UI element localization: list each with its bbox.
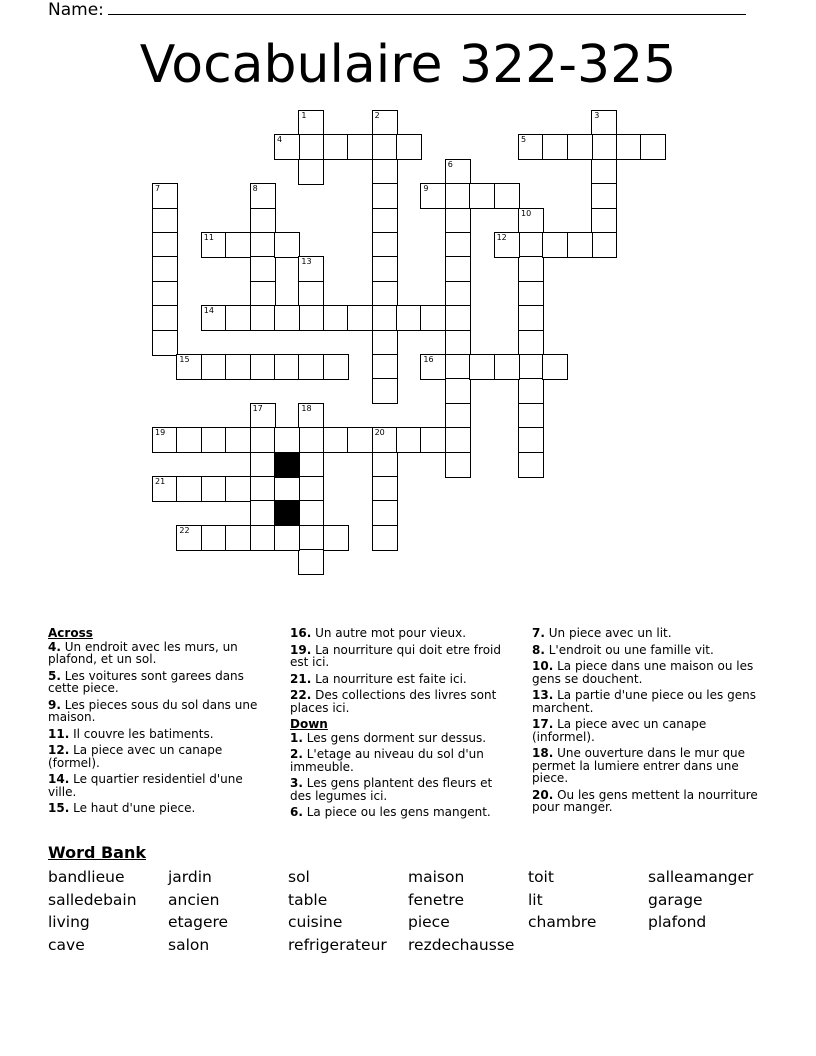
clue-across-9: 9. Les pieces sous du sol dans une maison. xyxy=(48,697,258,724)
crossword-cell[interactable] xyxy=(372,232,398,258)
crossword-cell[interactable] xyxy=(347,427,373,453)
crossword-cell[interactable] xyxy=(372,500,398,526)
clues-column-3 xyxy=(532,627,768,818)
clue-number: 15 xyxy=(179,355,190,364)
crossword-cell[interactable] xyxy=(250,281,276,307)
crossword-cell[interactable] xyxy=(445,208,471,234)
crossword-cell[interactable] xyxy=(372,452,398,478)
crossword-cell[interactable] xyxy=(152,208,178,234)
clue-number: 20 xyxy=(374,428,385,438)
crossword-cell[interactable] xyxy=(274,354,300,380)
crossword-cell[interactable] xyxy=(250,256,276,282)
crossword-cell[interactable] xyxy=(225,525,251,551)
clue-number: 7 xyxy=(155,184,161,194)
clue-down-6: 6. La piece ou les gens mangent. xyxy=(290,805,491,819)
crossword-cell[interactable] xyxy=(372,183,398,209)
clue-number: 11 xyxy=(203,233,214,242)
crossword-cell[interactable] xyxy=(298,159,324,185)
crossword-cell[interactable] xyxy=(176,476,202,502)
page-title: Vocabulaire 322-325 xyxy=(139,35,677,95)
crossword-cell[interactable] xyxy=(152,281,178,307)
crossword-cell[interactable] xyxy=(298,549,324,575)
crossword-cell[interactable] xyxy=(323,354,349,380)
word-bank-item: salledebain xyxy=(48,890,137,909)
word-bank-item: cuisine xyxy=(288,913,343,932)
crossword-cell[interactable] xyxy=(201,305,227,331)
crossword-cell[interactable] xyxy=(372,330,398,356)
word-bank-item: garage xyxy=(648,890,703,909)
crossword-cell[interactable] xyxy=(298,256,324,282)
crossword-cell[interactable] xyxy=(445,159,471,185)
crossword-cell[interactable] xyxy=(372,354,398,380)
clue-number: 4 xyxy=(277,135,283,145)
crossword-cell[interactable] xyxy=(298,403,324,429)
clue-across-22: 22. Des collections des livres sont places ici. xyxy=(290,688,497,715)
clue-number: 5 xyxy=(521,135,527,145)
clue-number: 8 xyxy=(252,184,258,194)
clue-down-17: 17. La piece avec un canape (informel). xyxy=(532,717,707,744)
crossword-cell[interactable] xyxy=(298,354,324,380)
crossword-cell[interactable] xyxy=(225,427,251,453)
clue-number: 1 xyxy=(301,111,307,120)
clue-number: 12 xyxy=(496,233,507,242)
crossword-cell[interactable] xyxy=(347,134,373,160)
crossword-cell[interactable] xyxy=(323,134,349,160)
crossword-cell[interactable] xyxy=(445,256,471,282)
crossword-cell[interactable] xyxy=(372,427,398,453)
crossword-cell[interactable] xyxy=(323,305,349,331)
crossword-cell[interactable] xyxy=(372,476,398,502)
crossword-cell[interactable] xyxy=(445,330,471,356)
crossword-cell[interactable] xyxy=(518,354,544,380)
crossword-cell[interactable] xyxy=(152,305,178,331)
crossword-cell[interactable] xyxy=(445,427,471,453)
crossword-cell[interactable] xyxy=(372,378,398,404)
clue-number: 18 xyxy=(301,403,312,413)
word-bank-item: lit xyxy=(528,890,543,909)
crossword-cell[interactable] xyxy=(250,500,276,526)
crossword-cell[interactable] xyxy=(542,354,568,380)
word-bank-item: fenetre xyxy=(408,890,464,909)
clue-across-21: 21. La nourriture est faite ici. xyxy=(290,671,467,686)
crossword-cell[interactable] xyxy=(372,305,398,331)
crossword-cell[interactable] xyxy=(298,134,324,160)
crossword-cell[interactable] xyxy=(201,232,227,258)
crossword-cell[interactable] xyxy=(469,183,495,209)
clue-down-8: 8. L'endroit ou une famille vit. xyxy=(532,642,714,657)
crossword-cell[interactable] xyxy=(494,354,520,380)
crossword-cell[interactable] xyxy=(396,427,422,453)
clue-across-4: 4. Un endroit avec les murs, un plafond, et un sol. xyxy=(48,639,238,666)
crossword-cell[interactable] xyxy=(250,232,276,258)
crossword-cell[interactable] xyxy=(591,134,617,160)
crossword-cell[interactable] xyxy=(298,110,324,136)
crossword-cell[interactable] xyxy=(372,208,398,234)
crossword-cell[interactable] xyxy=(420,427,446,453)
clue-across-12: 12. La piece avec un canape (formel). xyxy=(48,743,223,770)
word-bank-item: piece xyxy=(408,913,450,932)
black-square xyxy=(274,452,300,478)
crossword-cell[interactable] xyxy=(274,305,300,331)
clue-number: 17 xyxy=(252,403,263,413)
word-bank-item: salon xyxy=(168,936,210,955)
crossword-cell[interactable] xyxy=(518,403,544,429)
clue-down-7: 7. Un piece avec un lit. xyxy=(532,626,672,640)
name-label: Name: xyxy=(48,0,104,20)
crossword-cell[interactable] xyxy=(494,232,520,258)
across-heading: Across xyxy=(48,626,93,640)
crossword-cell[interactable] xyxy=(225,476,251,502)
word-bank-item: rezdechausse xyxy=(408,936,515,955)
crossword-cell[interactable] xyxy=(372,159,398,185)
crossword-cell[interactable] xyxy=(201,354,227,380)
crossword-cell[interactable] xyxy=(445,281,471,307)
word-bank-item: chambre xyxy=(528,913,597,932)
word-bank-item: jardin xyxy=(168,868,212,886)
clue-down-2: 2. L'etage au niveau du sol d'un immeuble. xyxy=(290,747,484,774)
clue-number: 3 xyxy=(594,111,600,120)
crossword-cell[interactable] xyxy=(518,232,544,258)
crossword-cell[interactable] xyxy=(445,354,471,380)
word-bank-item: cave xyxy=(48,936,85,955)
crossword-cell[interactable] xyxy=(225,305,251,331)
crossword-cell[interactable] xyxy=(445,378,471,404)
word-bank-item: ancien xyxy=(168,890,220,909)
clue-across-11: 11. Il couvre les batiments. xyxy=(48,726,214,741)
crossword-cell[interactable] xyxy=(372,281,398,307)
crossword-cell[interactable] xyxy=(372,134,398,160)
clue-down-18: 18. Une ouverture dans le mur que permet la lumiere entrer dans une piece. xyxy=(532,746,746,785)
crossword-cell[interactable] xyxy=(250,208,276,234)
crossword-cell[interactable] xyxy=(420,305,446,331)
crossword-cell[interactable] xyxy=(323,525,349,551)
crossword-cell[interactable] xyxy=(591,183,617,209)
crossword-cell[interactable] xyxy=(518,305,544,331)
crossword-cell[interactable] xyxy=(445,232,471,258)
crossword-cell[interactable] xyxy=(396,305,422,331)
clue-across-5: 5. Les voitures sont garees dans cette piece. xyxy=(48,668,244,695)
crossword-cell[interactable] xyxy=(250,427,276,453)
black-square xyxy=(274,500,300,526)
crossword-cell[interactable] xyxy=(298,427,324,453)
word-bank-item: table xyxy=(288,890,328,909)
clue-number: 16 xyxy=(423,355,434,364)
crossword-cell[interactable] xyxy=(518,452,544,478)
crossword-cell[interactable] xyxy=(445,452,471,478)
crossword-cell[interactable] xyxy=(176,427,202,453)
crossword-cell[interactable] xyxy=(250,476,276,502)
crossword-cell[interactable] xyxy=(567,134,593,160)
word-bank-item: living xyxy=(48,913,90,932)
clues-column-1 xyxy=(48,627,264,819)
crossword-cell[interactable] xyxy=(298,305,324,331)
crossword-cell[interactable] xyxy=(591,232,617,258)
crossword-cell[interactable] xyxy=(274,232,300,258)
clue-down-3: 3. Les gens plantent des fleurs et des legumes ici. xyxy=(290,776,493,803)
crossword-cell[interactable] xyxy=(591,110,617,136)
clue-number: 6 xyxy=(447,159,453,169)
crossword-cell[interactable] xyxy=(225,354,251,380)
crossword-cell[interactable] xyxy=(152,330,178,356)
crossword-cell[interactable] xyxy=(591,159,617,185)
crossword-cell[interactable] xyxy=(176,525,202,551)
word-bank xyxy=(48,867,768,958)
crossword-cell[interactable] xyxy=(420,183,446,209)
crossword-cell[interactable] xyxy=(567,232,593,258)
word-bank-item: salleamanger xyxy=(648,868,754,886)
clue-down-13: 13. La partie d'une piece ou les gens marchent. xyxy=(532,688,756,715)
crossword-cell[interactable] xyxy=(152,183,178,209)
clue-number: 13 xyxy=(301,257,312,267)
crossword-cell[interactable] xyxy=(201,427,227,453)
clues-column-2 xyxy=(290,627,516,823)
crossword-cell[interactable] xyxy=(298,500,324,526)
clue-number: 2 xyxy=(374,111,380,120)
crossword-cell[interactable] xyxy=(298,452,324,478)
crossword-cell[interactable] xyxy=(274,525,300,551)
crossword-cell[interactable] xyxy=(445,183,471,209)
crossword-cell[interactable] xyxy=(518,256,544,282)
crossword-cell[interactable] xyxy=(298,525,324,551)
word-bank-item: refrigerateur xyxy=(288,936,387,955)
crossword-cell[interactable] xyxy=(347,305,373,331)
crossword-cell[interactable] xyxy=(274,427,300,453)
crossword-cell[interactable] xyxy=(250,354,276,380)
word-bank-item: etagere xyxy=(168,913,229,932)
clue-down-20: 20. Ou les gens mettent la nourriture pour manger. xyxy=(532,787,758,814)
word-bank-item: sol xyxy=(288,868,310,886)
crossword-cell[interactable] xyxy=(542,134,568,160)
clue-across-19: 19. La nourriture qui doit etre froid est ici. xyxy=(290,642,501,669)
crossword-cell[interactable] xyxy=(469,354,495,380)
word-bank-title: Word Bank xyxy=(48,843,147,862)
crossword-cell[interactable] xyxy=(396,134,422,160)
crossword-cell[interactable] xyxy=(518,134,544,160)
crossword-cell[interactable] xyxy=(274,476,300,502)
crossword-cell[interactable] xyxy=(372,110,398,136)
clue-across-16: 16. Un autre mot pour vieux. xyxy=(290,626,467,640)
crossword-cell[interactable] xyxy=(250,452,276,478)
word-bank-item: toit xyxy=(528,868,554,886)
clue-number: 9 xyxy=(423,184,429,194)
crossword-cell[interactable] xyxy=(152,476,178,502)
crossword-cell[interactable] xyxy=(518,281,544,307)
crossword-cell[interactable] xyxy=(176,354,202,380)
crossword-cell[interactable] xyxy=(225,232,251,258)
crossword-cell[interactable] xyxy=(518,427,544,453)
crossword-cell[interactable] xyxy=(250,183,276,209)
clue-across-14: 14. Le quartier residentiel d'une ville. xyxy=(48,772,243,799)
crossword-cell[interactable] xyxy=(298,476,324,502)
crossword-cell[interactable] xyxy=(445,305,471,331)
clue-number: 10 xyxy=(521,208,532,218)
clue-across-15: 15. Le haut d'une piece. xyxy=(48,801,196,815)
clue-down-10: 10. La piece dans une maison ou les gens se douchent. xyxy=(532,659,754,686)
clue-number: 19 xyxy=(155,428,166,438)
crossword-cell[interactable] xyxy=(591,208,617,234)
word-bank-item: bandlieue xyxy=(48,868,125,886)
crossword-cell[interactable] xyxy=(445,403,471,429)
crossword-cell[interactable] xyxy=(298,281,324,307)
word-bank-item: plafond xyxy=(648,913,707,932)
crossword-cell[interactable] xyxy=(518,330,544,356)
crossword-cell[interactable] xyxy=(542,232,568,258)
down-heading: Down xyxy=(290,717,328,731)
crossword-cell[interactable] xyxy=(250,305,276,331)
crossword-cell[interactable] xyxy=(250,403,276,429)
crossword-cell[interactable] xyxy=(372,256,398,282)
crossword-cell[interactable] xyxy=(201,525,227,551)
crossword-cell[interactable] xyxy=(323,427,349,453)
word-bank-item: maison xyxy=(408,868,465,886)
clue-number: 14 xyxy=(203,306,214,316)
crossword-cell[interactable] xyxy=(274,134,300,160)
crossword-cell[interactable] xyxy=(518,378,544,404)
crossword-cell[interactable] xyxy=(420,354,446,380)
crossword-cell[interactable] xyxy=(518,208,544,234)
crossword-cell[interactable] xyxy=(616,134,642,160)
crossword-cell[interactable] xyxy=(201,476,227,502)
crossword-cell[interactable] xyxy=(494,183,520,209)
clue-number: 22 xyxy=(179,525,190,535)
crossword-cell[interactable] xyxy=(250,525,276,551)
crossword-cell[interactable] xyxy=(372,525,398,551)
crossword-cell[interactable] xyxy=(640,134,666,160)
crossword-cell[interactable] xyxy=(152,256,178,282)
crossword-cell[interactable] xyxy=(152,232,178,258)
clue-down-1: 1. Les gens dorment sur dessus. xyxy=(290,730,487,745)
clue-number: 21 xyxy=(155,477,166,486)
crossword-cell[interactable] xyxy=(152,427,178,453)
